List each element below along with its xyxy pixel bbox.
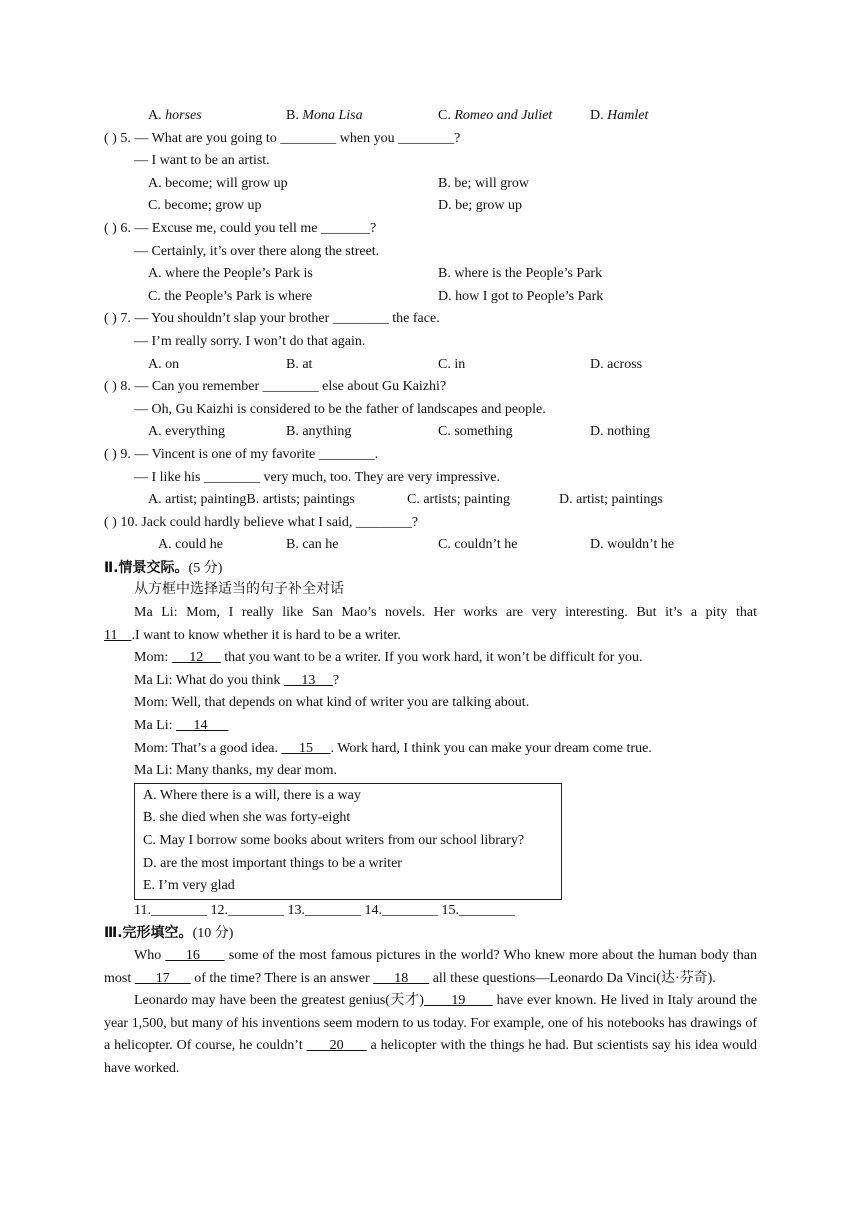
q9-option-d: D. artist; paintings xyxy=(559,492,663,508)
q7-options xyxy=(104,354,757,377)
dialogue-line-1: Ma Li: Mom, I really like San Mao’s novels. Her works are very interesting. But it’s a pity that xyxy=(134,605,757,621)
q5-option-d: D. be; grow up xyxy=(438,198,522,214)
q4-option-d: D. Hamlet xyxy=(590,108,649,123)
q9-stem: ( ) 9. — Vincent is one of my favorite ________. xyxy=(104,446,379,462)
q5-option-b: B. be; will grow xyxy=(438,175,529,191)
section2-heading: Ⅱ.情景交际。(5 分) xyxy=(104,559,223,576)
blank-13: 13 xyxy=(283,672,333,688)
q8-stem: ( ) 8. — Can you remember ________ else about Gu Kaizhi? xyxy=(104,379,447,395)
q10-option-d: D. wouldn’t he xyxy=(590,537,675,553)
q5-option-a: A. become; will grow up xyxy=(148,175,288,191)
q10-option-a: A. could he xyxy=(158,537,223,553)
q10-option-c: C. couldn’t he xyxy=(438,537,518,553)
blank-12: 12 xyxy=(171,650,221,666)
q8-option-b: B. anything xyxy=(286,424,352,440)
q7-stem: ( ) 7. — You shouldn’t slap your brother ________ the face. xyxy=(104,311,440,327)
q6-reply: — Certainly, it’s over there along the street. xyxy=(134,243,380,259)
q9-option-c: C. artists; painting xyxy=(407,492,511,508)
q6-options-row2 xyxy=(104,286,757,309)
q5-reply: — I want to be an artist. xyxy=(134,153,270,169)
q6-option-b: B. where is the People’s Park xyxy=(438,266,603,282)
q8-option-c: C. something xyxy=(438,424,513,440)
q5-options-row2 xyxy=(104,195,757,218)
blank-16: 16 xyxy=(165,947,225,963)
section3-heading: Ⅲ.完形填空。(10 分) xyxy=(104,925,234,942)
q8-option-d: D. nothing xyxy=(590,424,650,440)
box-option-d: D. are the most important things to be a writer xyxy=(143,855,402,871)
q10-option-b: B. can he xyxy=(286,537,339,553)
box-option-c: C. May I borrow some books about writers from our school library? xyxy=(143,833,525,848)
q6-option-c: C. the People’s Park is where xyxy=(148,288,313,304)
q7-reply: — I’m really sorry. I won’t do that again. xyxy=(134,333,366,349)
q6-options-row1 xyxy=(104,263,757,286)
q4-options xyxy=(104,105,757,128)
dialogue-mom-2: Mom: Well, that depends on what kind of writer you are talking about. xyxy=(134,695,530,711)
q7-option-d: D. across xyxy=(590,356,643,372)
q8-reply: — Oh, Gu Kaizhi is considered to be the father of landscapes and people. xyxy=(134,401,546,417)
dialogue-line-2: 11 .I want to know whether it is hard to be a writer. xyxy=(104,627,401,643)
blank-14: 14 xyxy=(176,718,229,734)
q10-options xyxy=(104,534,757,557)
q6-option-d: D. how I got to People’s Park xyxy=(438,288,604,304)
blank-17: 17 xyxy=(134,970,191,986)
blank-18: 18 xyxy=(373,970,430,986)
q5-stem: ( ) 5. — What are you going to ________ when you ________? xyxy=(104,130,461,146)
blank-19: 19 xyxy=(423,993,493,1009)
q4-option-b: B. Mona Lisa xyxy=(286,108,363,123)
box-option-a: A. Where there is a will, there is a way xyxy=(143,787,361,803)
q5-options-row1 xyxy=(104,173,757,196)
q6-option-a: A. where the People’s Park is xyxy=(148,266,313,282)
dialogue-mali-3: Ma Li: Many thanks, my dear mom. xyxy=(134,763,337,779)
dialogue-mom-3: Mom: That’s a good idea. 15 . Work hard, I think you can make your dream come true. xyxy=(134,740,652,756)
dialogue-mali-1: Ma Li: What do you think 13 ? xyxy=(134,672,340,688)
passage-paragraph-1: Who 16 some of the most famous pictures in the world? Who knew more about the human body than most 17 of the time? There is an answer 18 all these questions—Leonardo Da Vinci(达·芬奇). xyxy=(104,947,758,986)
box-option-b: B. she died when she was forty-eight xyxy=(143,810,351,826)
section2-instruction: 从方框中选择适当的句子补全对话 xyxy=(134,582,344,598)
blank-11: 11 xyxy=(104,627,132,643)
dialogue-mali-2: Ma Li: 14 xyxy=(134,718,229,734)
box-option-e: E. I’m very glad xyxy=(143,878,235,894)
q9-options xyxy=(104,489,757,512)
passage-paragraph-2: Leonardo may have been the greatest genius(天才) 19 have ever known. He lived in Italy around the year 1,500, but many of his inventions seem modern to us today. For example, one of his notebooks has drawings of a helicopter. Of course, he couldn’t 20 a helicopter with the things he had. But scientists say his idea would have worked. xyxy=(104,993,758,1076)
q5-option-c: C. become; grow up xyxy=(148,198,262,214)
q7-option-a: A. on xyxy=(148,356,180,372)
answer-line: 11.________ 12.________ 13.________ 14.________ 15.________ xyxy=(134,902,515,918)
q9-option-ab: A. artist; paintingB. artists; paintings xyxy=(148,492,355,508)
q8-option-a: A. everything xyxy=(148,424,225,440)
q7-option-c: C. in xyxy=(438,356,466,372)
worksheet-page xyxy=(104,105,757,1081)
q4-option-c: C. Romeo and Juliet xyxy=(438,108,553,123)
q9-reply: — I like his ________ very much, too. They are very impressive. xyxy=(134,469,500,485)
q7-option-b: B. at xyxy=(286,356,313,372)
options-box xyxy=(134,783,562,900)
q6-stem: ( ) 6. — Excuse me, could you tell me _______? xyxy=(104,220,377,236)
dialogue-mom-1: Mom: 12 that you want to be a writer. If you work hard, it won’t be difficult for you. xyxy=(134,650,643,666)
q4-option-a: A. horses xyxy=(148,108,202,123)
q8-options xyxy=(104,421,757,444)
q10-stem: ( ) 10. Jack could hardly believe what I said, ________? xyxy=(104,514,419,530)
blank-15: 15 xyxy=(281,740,331,756)
blank-20: 20 xyxy=(306,1038,367,1054)
